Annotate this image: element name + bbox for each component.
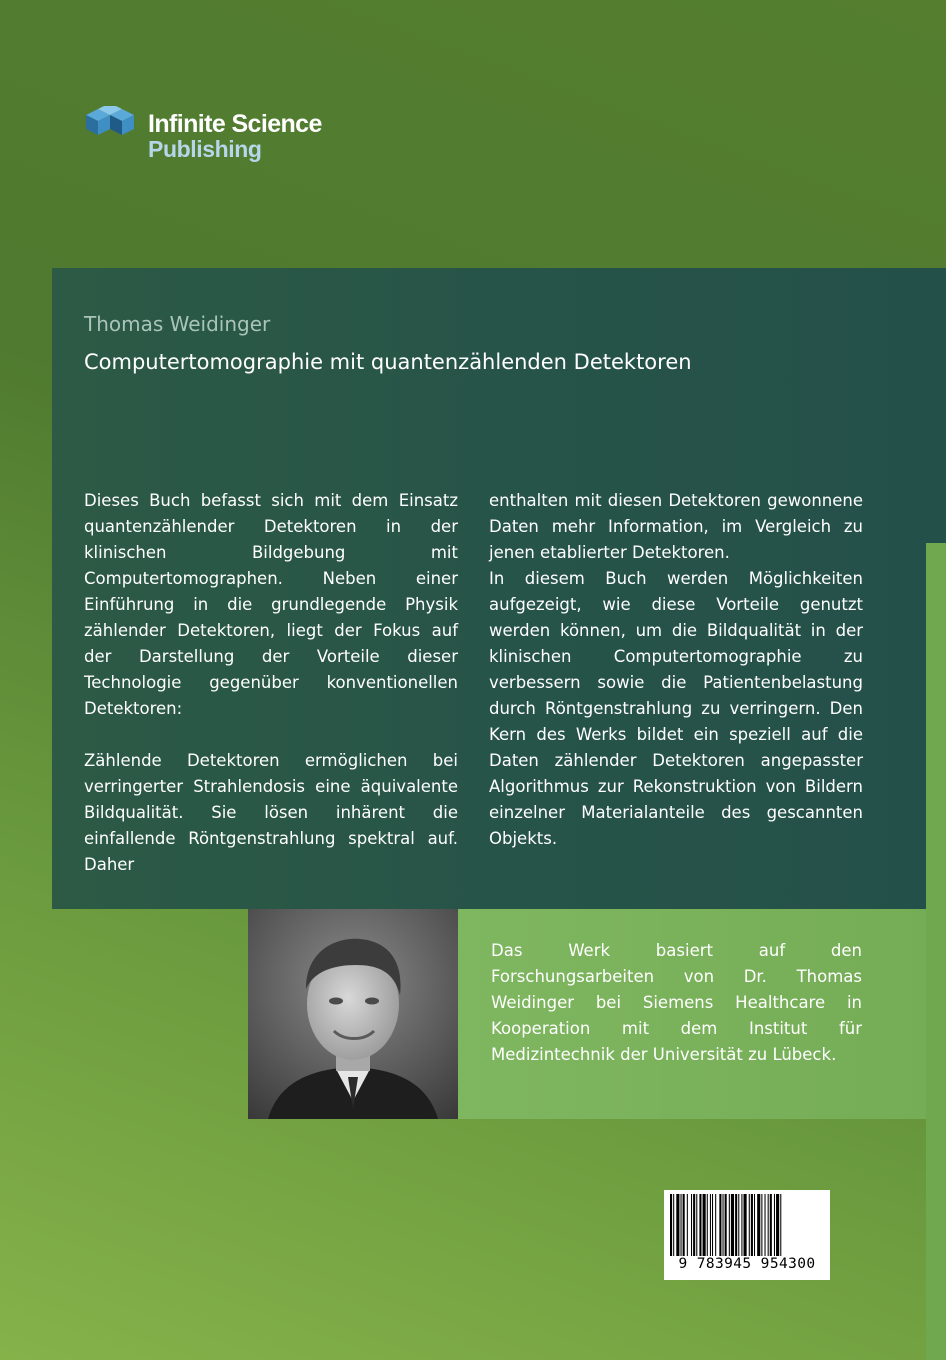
barcode-bar (725, 1194, 727, 1256)
cube-logo-icon (84, 106, 140, 142)
barcode-bar (681, 1194, 682, 1256)
barcode-bar (757, 1194, 760, 1256)
barcode-bar (738, 1194, 739, 1256)
barcode-bar (735, 1194, 737, 1256)
barcode-bar (776, 1194, 779, 1256)
barcode-bars (664, 1190, 830, 1256)
barcode-bar (768, 1194, 769, 1256)
publisher-name-line1: Infinite Science (148, 110, 322, 138)
barcode-bar (703, 1194, 706, 1256)
blurb-right-column (489, 488, 863, 852)
barcode-bar (719, 1194, 721, 1256)
barcode-bar (774, 1194, 775, 1256)
barcode-bar (687, 1194, 688, 1256)
isbn-barcode (664, 1190, 830, 1280)
barcode-bar (676, 1194, 679, 1256)
blurb-left-column (84, 488, 458, 878)
barcode-bar (744, 1194, 747, 1256)
bio-text: Das Werk basiert auf den Forschungsarbeiten von Dr. Thomas Weidinger bei Siemens Healthcare in Kooperation mit dem Institut für Medizintechnik der Universität zu Lübeck. (491, 941, 862, 1064)
barcode-bar (770, 1194, 772, 1256)
barcode-bar (765, 1194, 766, 1256)
barcode-bar (693, 1194, 695, 1256)
barcode-bar (707, 1194, 708, 1256)
barcode-bar (712, 1194, 713, 1256)
barcode-bar (761, 1194, 762, 1256)
author-bio (491, 938, 862, 1068)
barcode-bar (699, 1194, 701, 1256)
barcode-bar (729, 1194, 730, 1256)
blurb-paragraph: enthalten mit diesen Detektoren gewonnene Daten mehr Information, im Vergleich zu jenen etablierter Detektoren. (489, 491, 863, 562)
barcode-bar (780, 1194, 781, 1256)
blurb-paragraph: Dieses Buch befasst sich mit dem Einsatz quantenzählender Detektoren in der klinischen Bildgebung mit Computertomographen. Neben einer Einführung in die grundlegende Physik zählender Detektoren, liegt der Fokus auf der Darstellung der Vorteile dieser Technologie gegenüber konventionellen Detektoren: (84, 491, 458, 718)
barcode-bar (741, 1194, 742, 1256)
barcode-bar (749, 1194, 750, 1256)
barcode-bar (683, 1194, 685, 1256)
barcode-bar (715, 1194, 716, 1256)
author-name: Thomas Weidinger (84, 312, 271, 336)
barcode-bar (710, 1194, 711, 1256)
barcode-bar (691, 1194, 692, 1256)
barcode-number: 9 783945 954300 (678, 1256, 816, 1272)
barcode-bar (673, 1194, 674, 1256)
book-title: Computertomographie mit quantenzählenden Detektoren (84, 350, 692, 374)
barcode-bar (754, 1194, 755, 1256)
barcode-bar (670, 1194, 672, 1256)
publisher-name-line2: Publishing (148, 136, 262, 162)
author-photo (248, 909, 458, 1119)
barcode-bar (696, 1194, 697, 1256)
decorative-strip (926, 543, 946, 1360)
barcode-bar (723, 1194, 724, 1256)
blurb-paragraph: Zählende Detektoren ermöglichen bei verringerter Strahlendosis eine äquivalente Bildqualität. Sie lösen inhärent die einfallende Röntgenstrahlung spektral auf. Daher (84, 751, 458, 874)
publisher-logo (84, 106, 324, 166)
blurb-paragraph: In diesem Buch werden Möglichkeiten aufgezeigt, wie diese Vorteile genutzt werden können, um die Bildqualität in der klinischen Computertomographie zu verbessern sowie die Patientenbelastung durch Röntgenstrahlung zu verringern. Den Kern des Werks bildet ein speziell auf die Daten zählender Detektoren angepasster Algorithmus zur Rekonstruktion von Bildern einzelner Materialanteile des gescannten Objekts. (489, 569, 863, 848)
barcode-bar (731, 1194, 734, 1256)
barcode-bar (751, 1194, 753, 1256)
